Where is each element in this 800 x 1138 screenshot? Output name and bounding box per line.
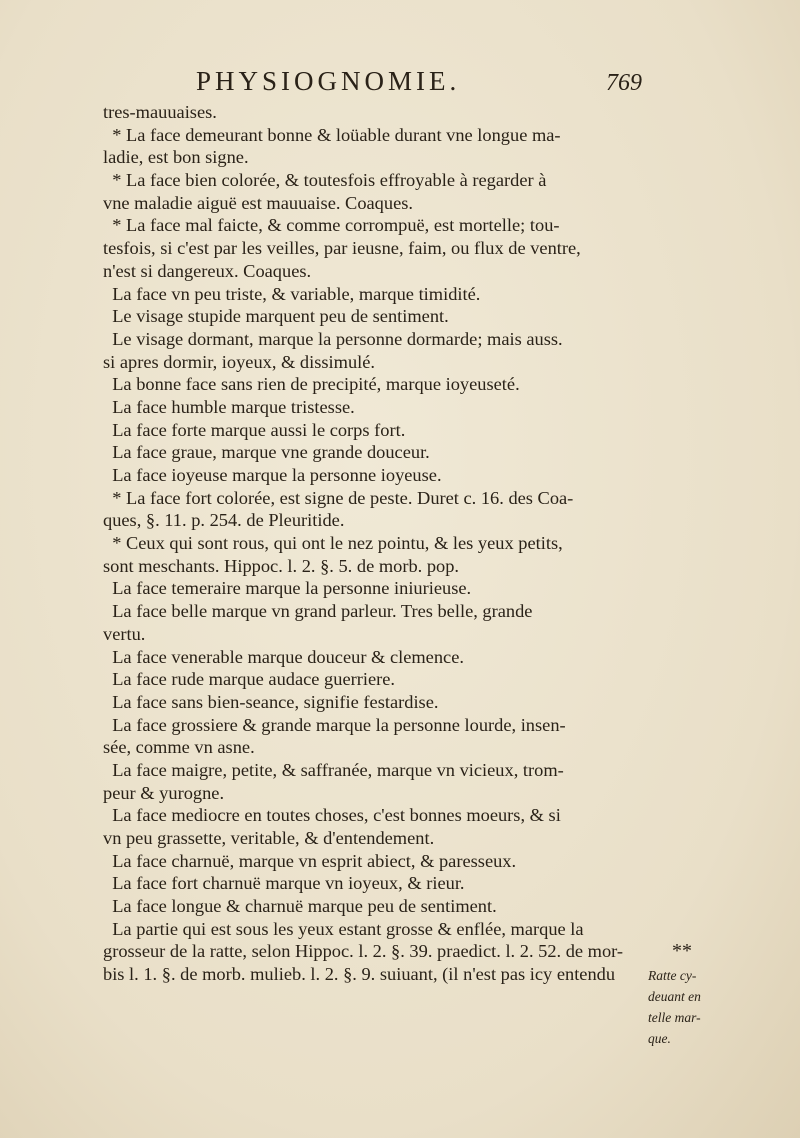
text-line: ladie, est bon signe. bbox=[103, 147, 249, 168]
page-header bbox=[0, 62, 800, 102]
marginal-line: deuant en bbox=[648, 989, 701, 1004]
text-line: La face humble marque tristesse. bbox=[103, 396, 355, 417]
text-line: peur & yurogne. bbox=[103, 782, 225, 803]
text-line: sée, comme vn asne. bbox=[103, 737, 255, 758]
text-line: La face belle marque vn grand parleur. Tres belle, grande bbox=[103, 601, 533, 622]
page-number: 769 bbox=[606, 70, 642, 96]
text-line: La face sans bien-seance, signifie festardise. bbox=[103, 691, 439, 712]
text-line: sont meschants. Hippoc. l. 2. §. 5. de morb. pop. bbox=[103, 555, 460, 576]
text-line: * La face bien colorée, & toutesfois effroyable à regarder à bbox=[103, 170, 547, 191]
running-title: PHYSIOGNOMIE. bbox=[196, 66, 461, 96]
text-line: La partie qui est sous les yeux estant grosse & enflée, marque la bbox=[103, 918, 584, 939]
text-line: tres-mauuaises. bbox=[103, 102, 217, 122]
text-line: La face fort charnuë marque vn ioyeux, & rieur. bbox=[103, 873, 465, 894]
text-line: vertu. bbox=[103, 623, 146, 644]
text-line: ques, §. 11. p. 254. de Pleuritide. bbox=[103, 510, 345, 531]
text-line: * La face fort colorée, est signe de peste. Duret c. 16. des Coa- bbox=[103, 487, 574, 508]
text-line: Le visage dormant, marque la personne dormarde; mais auss. bbox=[103, 328, 563, 349]
marginal-line: telle mar- bbox=[648, 1010, 701, 1025]
marginal-note bbox=[648, 937, 728, 1049]
text-line: si apres dormir, ioyeux, & dissimulé. bbox=[103, 351, 376, 372]
text-line: La face mediocre en toutes choses, c'est bonnes moeurs, & si bbox=[103, 805, 561, 826]
text-line: La face charnuë, marque vn esprit abiect, & paresseux. bbox=[103, 850, 517, 871]
text-line: * La face demeurant bonne & loüable durant vne longue ma- bbox=[103, 124, 561, 145]
text-line: tesfois, si c'est par les veilles, par ieusne, faim, ou flux de ventre, bbox=[103, 238, 581, 259]
marginal-stars: ** bbox=[672, 940, 692, 962]
text-line: grosseur de la ratte, selon Hippoc. l. 2. §. 39. praedict. l. 2. 52. de mor- bbox=[103, 941, 624, 962]
text-line: La face grossiere & grande marque la personne lourde, insen- bbox=[103, 714, 566, 735]
text-line: La face longue & charnuë marque peu de sentiment. bbox=[103, 896, 497, 917]
text-line: La face ioyeuse marque la personne ioyeuse. bbox=[103, 465, 442, 485]
text-line: La face forte marque aussi le corps fort. bbox=[103, 419, 406, 440]
text-line: bis l. 1. §. de morb. mulieb. l. 2. §. 9. suiuant, (il n'est pas icy entendu bbox=[103, 964, 616, 985]
text-line: La face graue, marque vne grande douceur. bbox=[103, 442, 430, 463]
text-line: * La face mal faicte, & comme corrompuë, est mortelle; tou- bbox=[103, 215, 560, 236]
text-line: La face temeraire marque la personne iniurieuse. bbox=[103, 578, 472, 599]
text-line: * Ceux qui sont rous, qui ont le nez pointu, & les yeux petits, bbox=[103, 533, 563, 554]
text-line: La face rude marque audace guerriere. bbox=[103, 669, 396, 690]
text-line: La face vn peu triste, & variable, marque timidité. bbox=[103, 283, 481, 304]
text-line: Le visage stupide marquent peu de sentiment. bbox=[103, 306, 449, 327]
text-line: La face maigre, petite, & saffranée, marque vn vicieux, trom- bbox=[103, 759, 564, 780]
text-line: La face venerable marque douceur & clemence. bbox=[103, 646, 464, 667]
text-line: vne maladie aiguë est mauuaise. Coaques. bbox=[103, 192, 413, 213]
text-line: La bonne face sans rien de precipité, marque ioyeuseté. bbox=[103, 374, 520, 395]
body-text bbox=[103, 101, 643, 986]
marginal-line: que. bbox=[648, 1031, 671, 1046]
marginal-line: Ratte cy- bbox=[648, 968, 697, 983]
text-line: vn peu grassette, veritable, & d'entendement. bbox=[103, 828, 435, 848]
text-line: n'est si dangereux. Coaques. bbox=[103, 260, 312, 281]
